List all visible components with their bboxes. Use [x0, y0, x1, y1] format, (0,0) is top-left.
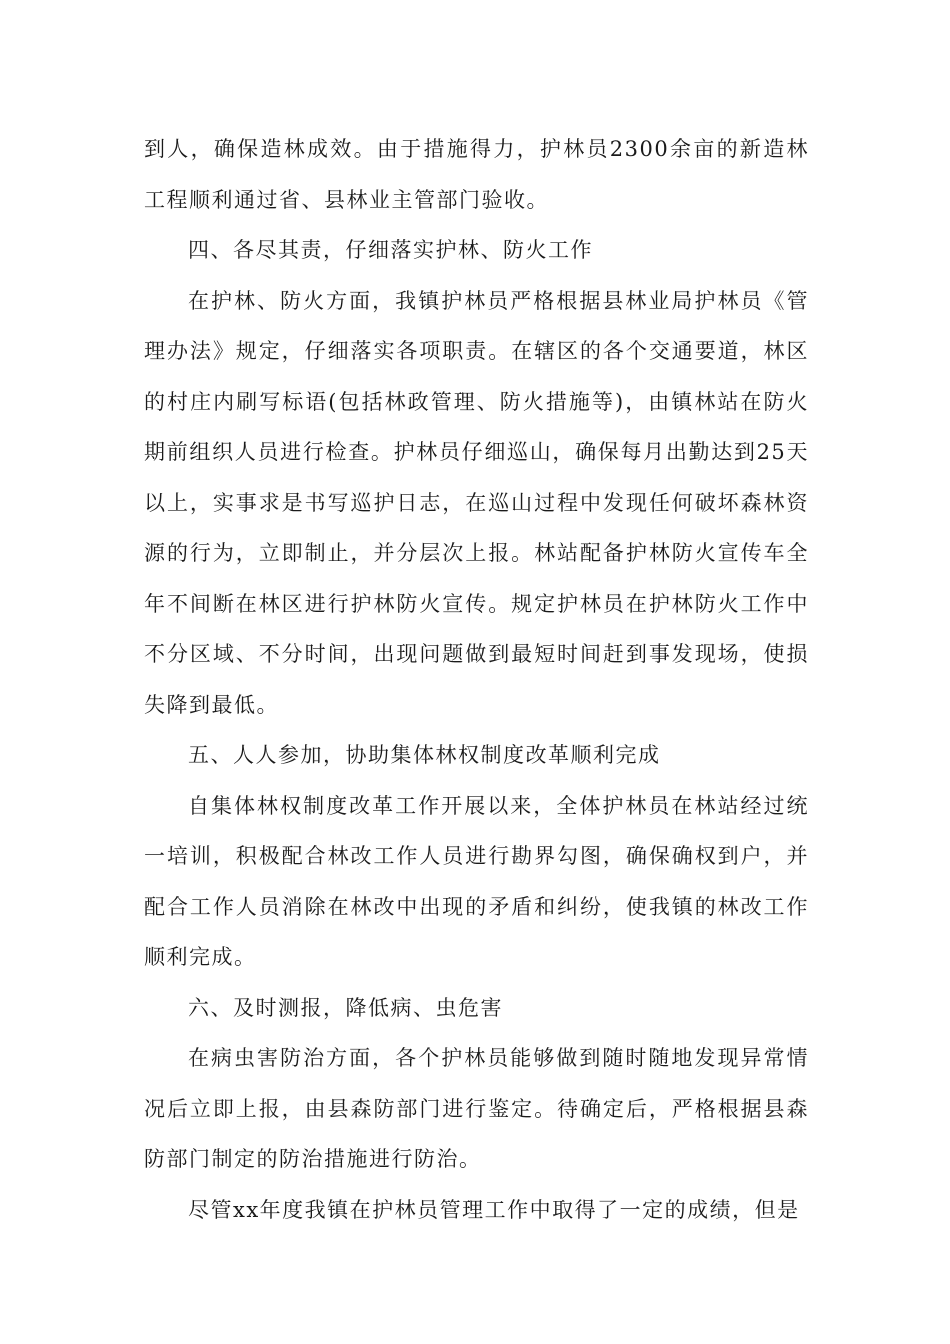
section-heading-6: 六、及时测报，降低病、虫危害	[188, 995, 503, 1020]
paragraph-summary-start: 尽管xx年度我镇在护林员管理工作中取得了一定的成绩，但是	[188, 1197, 800, 1222]
paragraph-fire-prevention: 在护林、防火方面，我镇护林员严格根据县林业局护林员《管理办法》规定，仔细落实各项职责。在辖区的各个交通要道，林区的村庄内刷写标语(包括林政管理、防火措施等)，由镇林站在防火期前组织人员进行检查。护林员仔细巡山，确保每月出勤达到25天以上，实事求是书写巡护日志，在巡山过程中发现任何破坏森林资源的行为，立即制止，并分层次上报。林站配备护林防火宣传车全年不间断在林区进行护林防火宣传。规定护林员在护林防火工作中不分区域、不分时间，出现问题做到最短时间赶到事发现场，使损失降到最低。	[144, 288, 809, 717]
paragraph-continuation: 到人，确保造林成效。由于措施得力，护林员2300余亩的新造林工程顺利通过省、县林业主管部门验收。	[144, 137, 809, 212]
paragraph-pest-control: 在病虫害防治方面，各个护林员能够做到随时随地发现异常情况后立即上报，由县森防部门进行鉴定。待确定后，严格根据县森防部门制定的防治措施进行防治。	[144, 1046, 809, 1171]
document-body	[144, 124, 809, 1235]
section-heading-5: 五、人人参加，协助集体林权制度改革顺利完成	[188, 743, 661, 767]
paragraph-forest-reform: 自集体林权制度改革工作开展以来，全体护林员在林站经过统一培训，积极配合林改工作人员进行勘界勾图，确保确权到户，并配合工作人员消除在林改中出现的矛盾和纠纷，使我镇的林改工作顺利完成。	[144, 793, 809, 969]
section-heading-4: 四、各尽其责，仔细落实护林、防火工作	[188, 238, 593, 262]
